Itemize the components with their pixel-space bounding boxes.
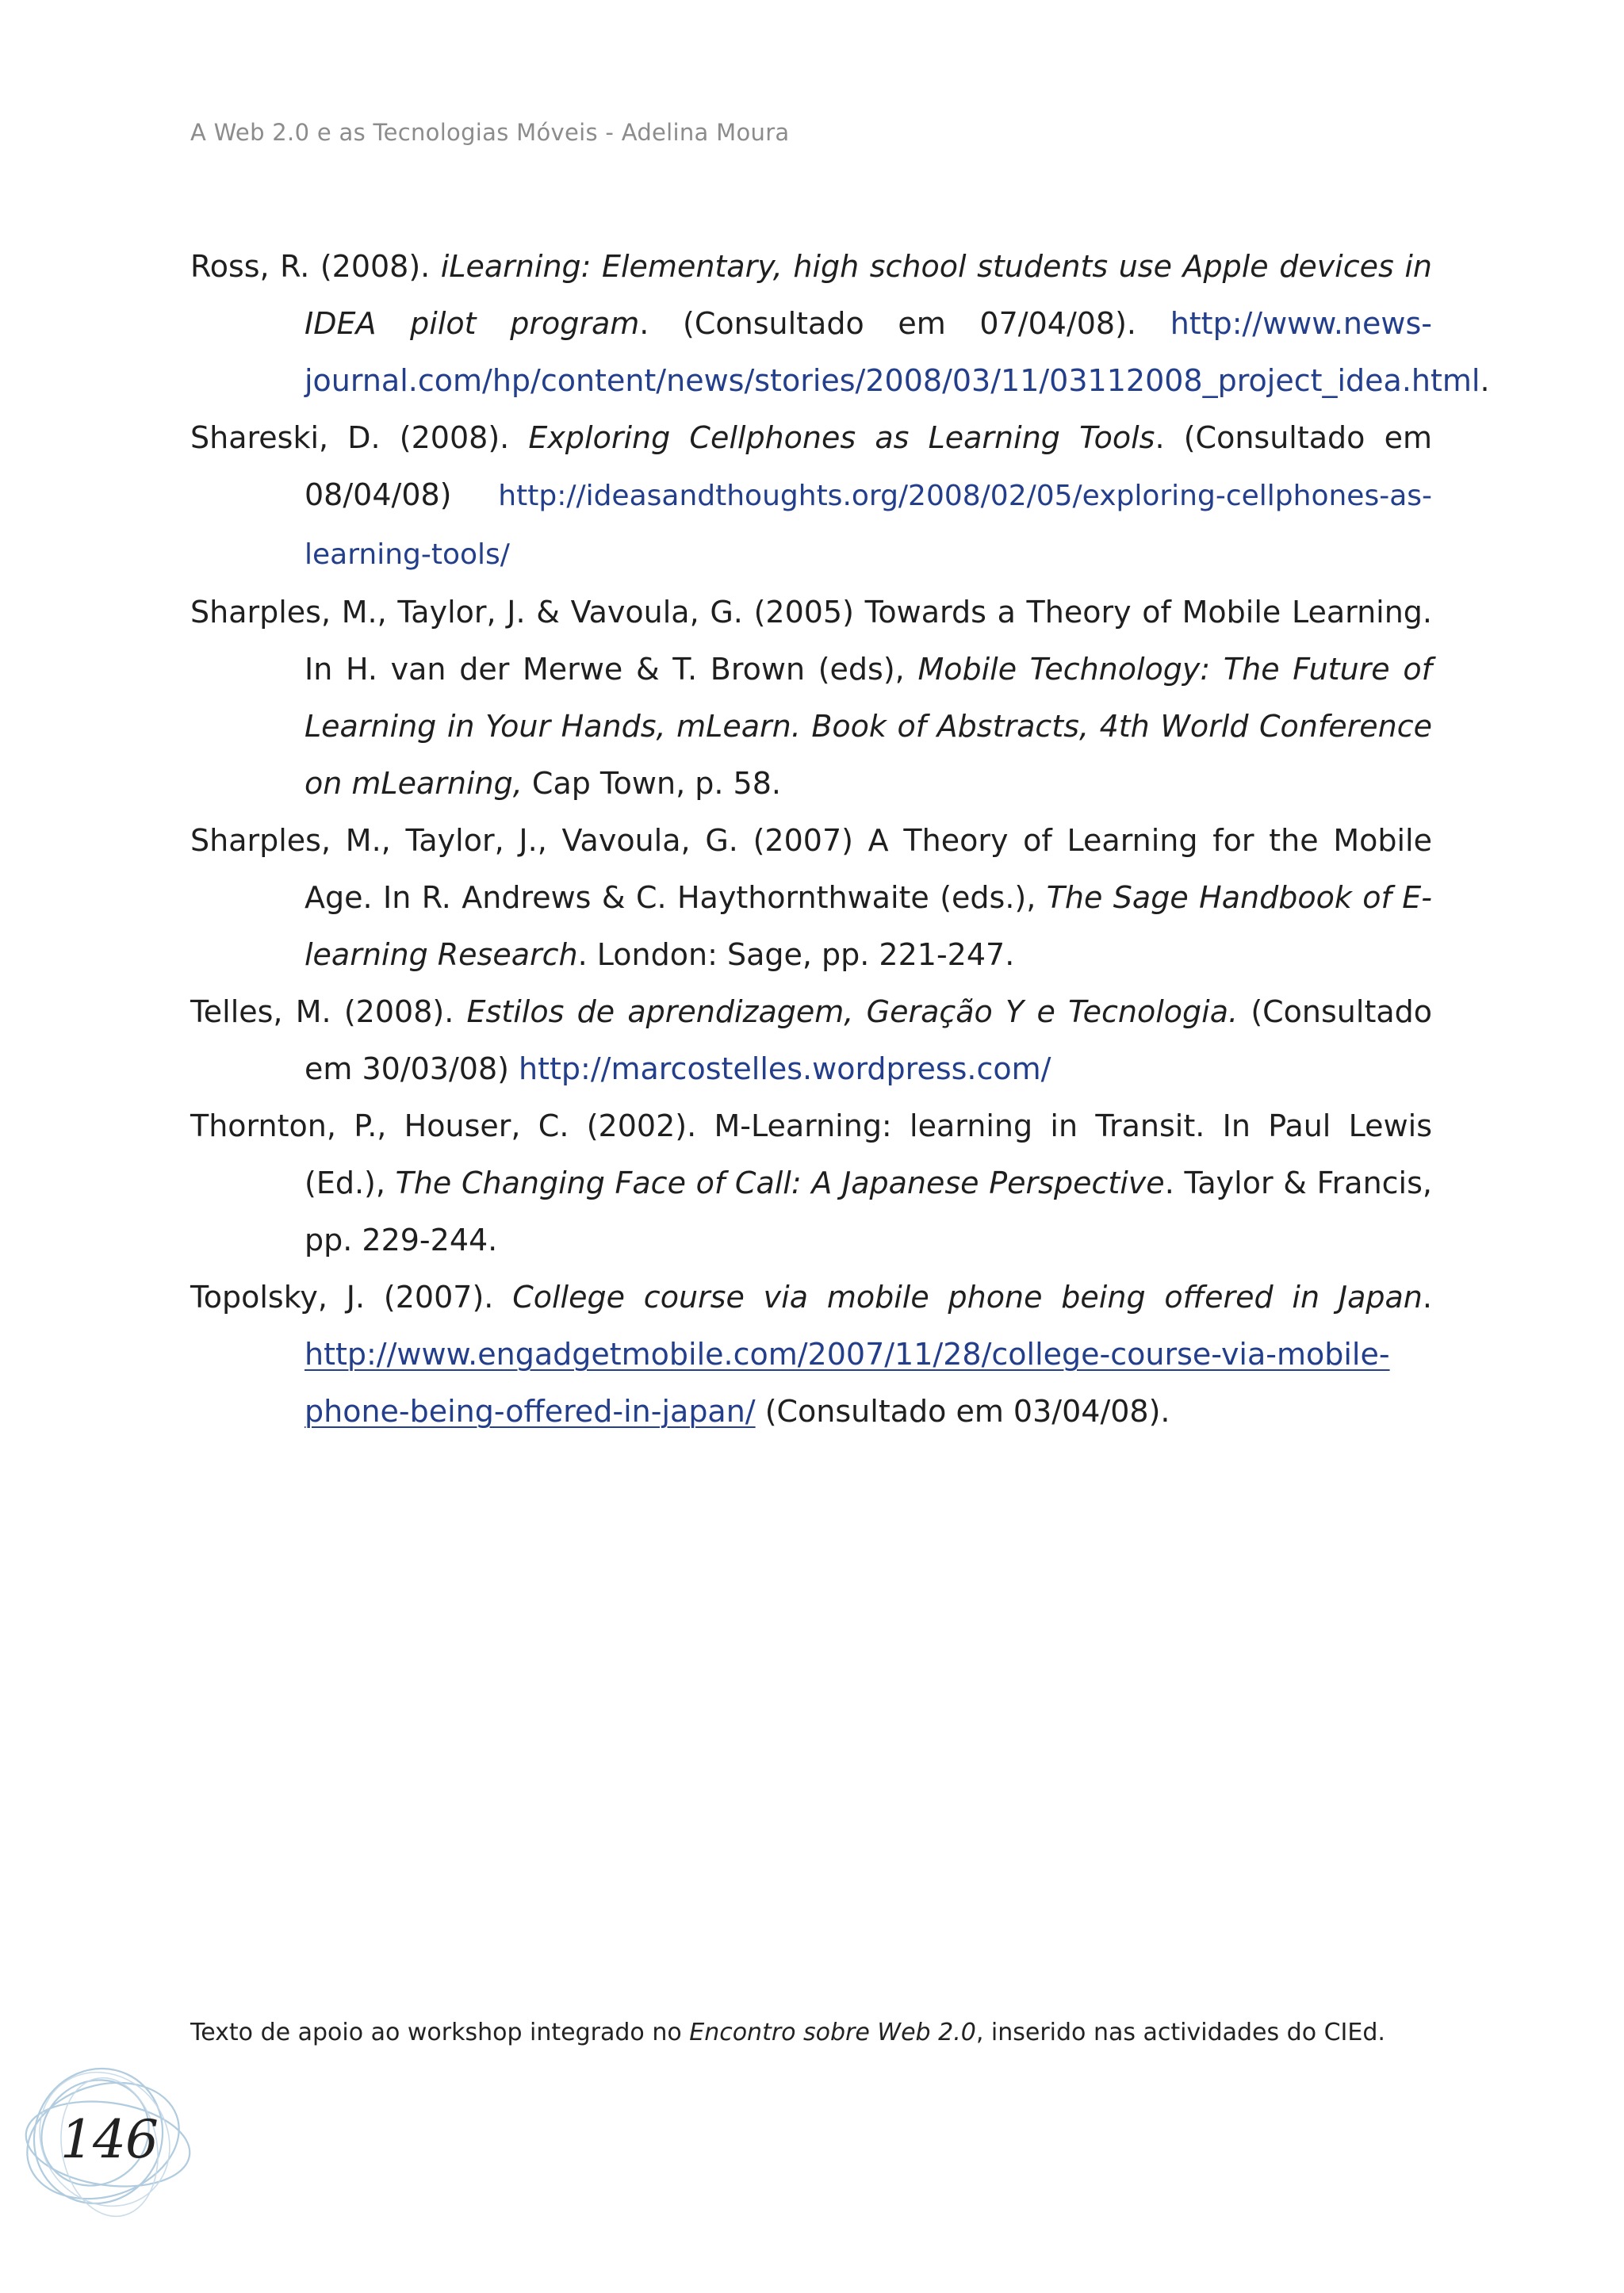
reference-details: Cap Town, p. 58. [522,766,781,801]
reference-topolsky [190,1269,1432,1440]
reference-link[interactable]: http://ideasandthoughts.org/2008/02/05/exploring-cellphones-as-learning-tools/ [304,480,1432,571]
reference-details: . Taylor & Francis, pp. 229-244. [304,1166,1432,1258]
reference-authors: Ross, R. (2008). [190,249,441,284]
reference-details: (Consultado em 30/03/08) [304,994,1433,1086]
reference-sharples-2005 [190,584,1432,812]
reference-link[interactable]: http://www.news-journal.com/hp/content/news/stories/2008/03/11/03112008_project_idea.html [304,306,1480,398]
footer-note-suffix: , inserido nas actividades do CIEd. [975,2019,1385,2046]
reference-tail: . [1480,363,1490,398]
reference-thornton [190,1097,1432,1269]
footer-note-prefix: Texto de apoio ao workshop integrado no [190,2019,690,2046]
reference-authors: Shareski, D. (2008). [190,420,529,455]
reference-link[interactable]: http://marcostelles.wordpress.com/ [519,1051,1051,1086]
reference-title: Estilos de aprendizagem, Geração Y e Tecnologia. [466,994,1239,1029]
reference-sharples-2007 [190,812,1432,983]
reference-title: Exploring Cellphones as Learning Tools [528,420,1155,455]
reference-shareski [190,409,1432,584]
reference-link[interactable]: http://www.engadgetmobile.com/2007/11/28/college-course-via-mobile-phone-being-offered-in-japan/ [304,1337,1390,1429]
reference-authors: Topolsky, J. (2007). [190,1280,513,1315]
reference-title: Mobile Technology: The Future of Learning in Your Hands, mLearn. Book of Abstracts, 4th World Conference on mLearning, [304,652,1432,801]
reference-details: . London: Sage, pp. 221-247. [577,937,1015,972]
reference-telles [190,983,1432,1097]
footer-note-event: Encontro sobre Web 2.0 [689,2019,976,2046]
reference-list [190,238,1490,1440]
reference-authors: Thornton, P., Houser, C. (2002). M-Learning: learning in Transit. In Paul Lewis (Ed.), [190,1108,1432,1200]
reference-details: . [1422,1280,1432,1315]
reference-authors: Sharples, M., Taylor, J., Vavoula, G. (2007) A Theory of Learning for the Mobile Age. In R. Andrews & C. Haythornthwaite (eds.), [190,823,1432,915]
footer-note [190,2019,1385,2046]
reference-ross [190,238,1490,409]
page-number: 146 [60,2109,158,2170]
reference-authors: Sharples, M., Taylor, J. & Vavoula, G. (2005) Towards a Theory of Mobile Learning. In H. van der Merwe & T. Brown (eds), [190,595,1432,687]
reference-title: The Sage Handbook of E-learning Research [304,880,1432,972]
reference-tail: (Consultado em 03/04/08). [755,1394,1170,1429]
reference-title: The Changing Face of Call: A Japanese Perspective [395,1166,1165,1200]
reference-title: iLearning: Elementary, high school students use Apple devices in IDEA pilot program [304,249,1432,341]
running-header: A Web 2.0 e as Tecnologias Móveis - Adelina Moura [190,119,790,146]
reference-authors: Telles, M. (2008). [190,994,467,1029]
reference-details: . (Consultado em 07/04/08). [639,306,1170,341]
reference-title: College course via mobile phone being offered in Japan [512,1280,1423,1315]
reference-details: . (Consultado em 08/04/08) [304,420,1432,512]
